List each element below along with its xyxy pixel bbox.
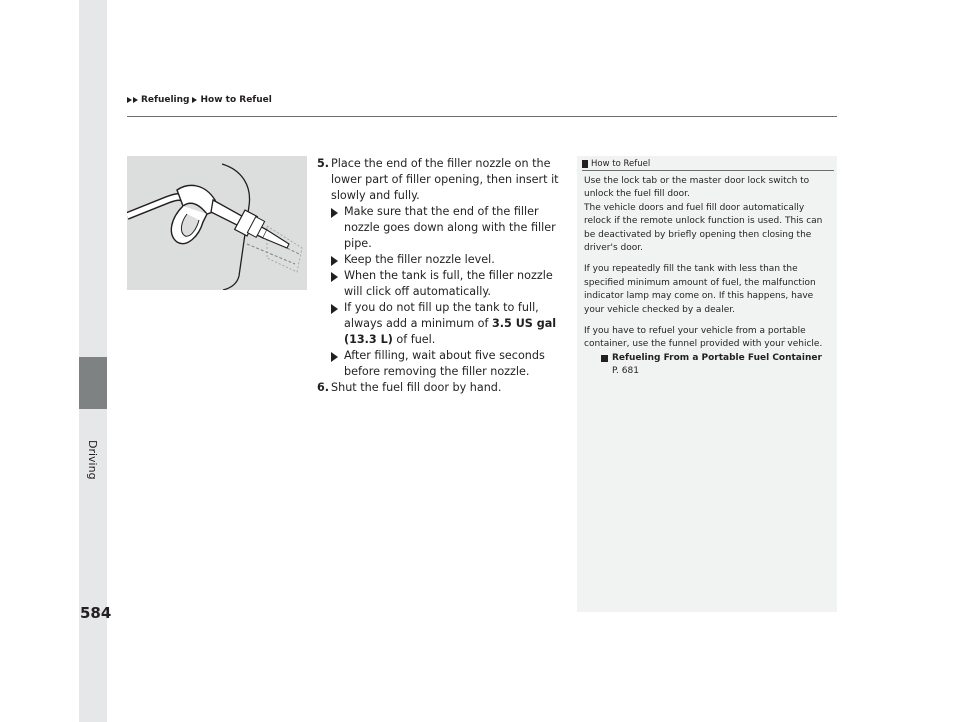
note-divider bbox=[582, 170, 834, 171]
substep-text: When the tank is full, the filler nozzle will click off automatically. bbox=[344, 269, 553, 298]
note-title: How to Refuel bbox=[591, 159, 651, 169]
substep-text bbox=[344, 300, 569, 348]
note-paragraph bbox=[584, 175, 832, 255]
refuel-nozzle-illustration bbox=[127, 156, 307, 290]
note-text: Use the lock tab or the master door lock switch to unlock the fuel fill door. bbox=[584, 176, 810, 200]
step-number: 5. bbox=[317, 157, 330, 170]
cross-reference-page[interactable]: P. 681 bbox=[612, 366, 639, 377]
note-panel bbox=[577, 156, 837, 612]
breadcrumb bbox=[127, 95, 272, 105]
step-text: Shut the fuel fill door by hand. bbox=[331, 381, 502, 394]
page-number: 584 bbox=[80, 604, 112, 622]
note-paragraph: If you have to refuel your vehicle from a portable container, use the funnel provided with your vehicle. bbox=[584, 326, 823, 350]
note-heading bbox=[582, 159, 650, 169]
breadcrumb-page[interactable]: How to Refuel bbox=[200, 95, 272, 105]
side-tab-marker bbox=[79, 357, 107, 409]
step-5-substep-minimum bbox=[331, 300, 569, 348]
side-tab-label bbox=[86, 440, 99, 480]
substep-text: After filling, wait about five seconds before removing the filler nozzle. bbox=[344, 349, 545, 378]
note-paragraph: If you repeatedly fill the tank with less than the specified minimum amount of fuel, the malfunction indicator lamp may come on. If this happens, have your vehicle checked by a dealer. bbox=[584, 264, 816, 315]
step-text: Place the end of the filler nozzle on the lower part of filler opening, then insert it slowly and fully. bbox=[331, 157, 559, 202]
breadcrumb-section[interactable]: Refueling bbox=[141, 95, 190, 105]
chapter-label: Driving bbox=[86, 440, 99, 480]
cross-reference-link[interactable] bbox=[601, 352, 832, 365]
refuel-steps bbox=[317, 156, 569, 396]
step-5-substep bbox=[331, 348, 569, 380]
step-5-substep bbox=[331, 204, 569, 252]
substep-text-part: If you do not fill up the tank to full, always add a minimum of bbox=[344, 301, 539, 330]
arrow-icon bbox=[331, 252, 344, 268]
step-6 bbox=[317, 380, 569, 396]
step-number: 6. bbox=[317, 381, 330, 394]
breadcrumb-arrow-icon bbox=[127, 97, 139, 103]
arrow-icon bbox=[331, 268, 344, 300]
step-5 bbox=[317, 156, 569, 204]
breadcrumb-arrow-icon bbox=[192, 97, 198, 103]
substep-text: Keep the filler nozzle level. bbox=[344, 253, 495, 266]
arrow-icon bbox=[331, 300, 344, 348]
step-5-substep bbox=[331, 268, 569, 300]
arrow-icon bbox=[331, 204, 344, 252]
substep-text: Make sure that the end of the filler nozzle goes down along with the filler pipe. bbox=[344, 205, 556, 250]
note-text: The vehicle doors and fuel fill door automatically relock if the remote unlock function is used. This can be deactivated by briefly opening then closing the driver's door. bbox=[584, 202, 823, 254]
cross-reference-text[interactable]: Refueling From a Portable Fuel Container bbox=[612, 352, 822, 363]
step-5-substep bbox=[331, 252, 569, 268]
arrow-icon bbox=[331, 348, 344, 380]
note-body bbox=[584, 175, 832, 379]
minimum-fuel-amount: 3.5 US gal (13.3 L) bbox=[344, 317, 557, 346]
header-divider bbox=[127, 116, 837, 117]
cross-reference-icon bbox=[601, 355, 608, 362]
substep-text-part: of fuel. bbox=[392, 333, 436, 346]
nozzle-drawing bbox=[127, 156, 307, 290]
note-icon bbox=[582, 160, 588, 168]
